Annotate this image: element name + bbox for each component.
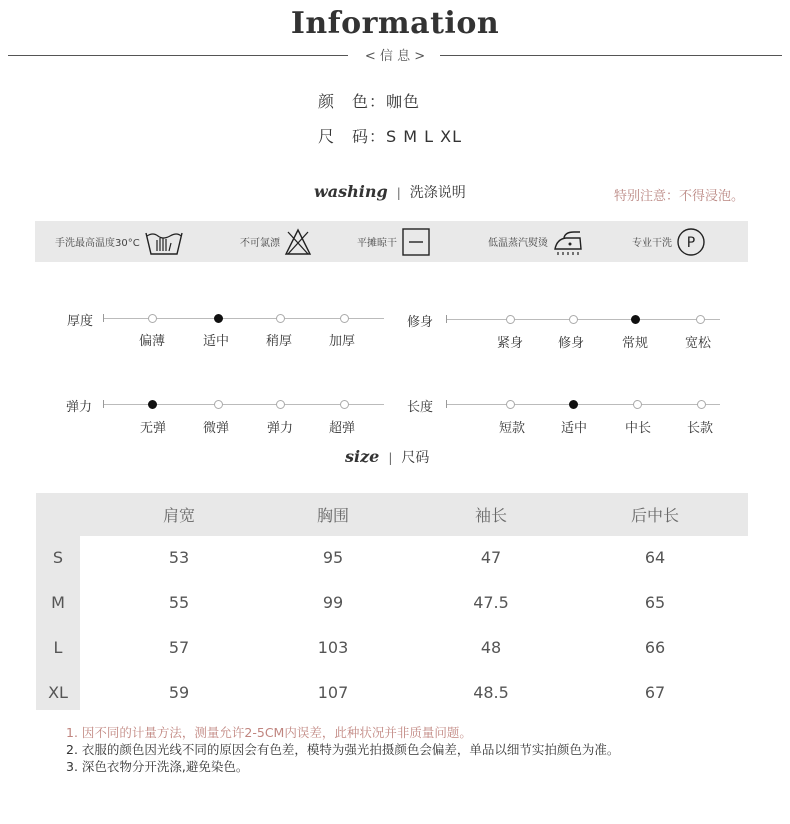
table-cell: 95 (322, 548, 344, 567)
care-item-dry-clean (632, 221, 706, 262)
option-dot-fit-0 (506, 315, 515, 324)
option-dot-elasticity-3 (340, 400, 349, 409)
option-dot-elasticity-2 (276, 400, 285, 409)
iron-low-steam-icon (552, 227, 584, 257)
color-value: 咖色 (386, 92, 421, 111)
option-label: 偏薄 (138, 334, 165, 349)
attr-label-thickness: 厚度 (67, 314, 94, 329)
option-label: 适中 (202, 334, 229, 349)
option-label: 弹力 (266, 421, 293, 436)
table-cell: 107 (317, 683, 349, 702)
option-dot-thickness-3 (340, 314, 349, 323)
option-dot-length-3 (697, 400, 706, 409)
option-label: 常规 (621, 336, 648, 351)
option-dot-elasticity-0-selected (148, 400, 157, 409)
care-item-hand-wash (55, 221, 184, 262)
hand-wash-icon (144, 227, 184, 257)
table-row-size-label: XL (48, 683, 68, 702)
size-row (318, 124, 462, 147)
option-dot-thickness-1-selected (214, 314, 223, 323)
table-cell: 57 (168, 638, 190, 657)
table-cell: 59 (168, 683, 190, 702)
option-dot-length-1-selected (569, 400, 578, 409)
option-label: 长款 (686, 421, 713, 436)
option-label: 宽松 (684, 336, 711, 351)
option-label: 紧身 (496, 336, 523, 351)
page-subtitle: < 信 息 > (364, 49, 426, 64)
size-value: S M L XL (386, 127, 463, 146)
option-dot-thickness-2 (276, 314, 285, 323)
scale-line-length (446, 404, 720, 405)
scale-tick (103, 400, 104, 408)
dry-clean-glyph: P (686, 234, 696, 251)
option-label: 中长 (624, 421, 651, 436)
care-label: 不可氯漂 (240, 238, 280, 249)
table-row-size-label: L (53, 638, 63, 657)
attr-label-elasticity: 弹力 (66, 400, 93, 415)
note-washing: 3. 深色衣物分开洗涤,避免染色。 (66, 759, 249, 774)
washing-heading-cn: 洗涤说明 (409, 185, 466, 201)
option-dot-length-0 (506, 400, 515, 409)
option-dot-fit-2-selected (631, 315, 640, 324)
color-label: 颜 色： (318, 92, 387, 111)
table-header-cell: 胸围 (316, 506, 349, 525)
note-color: 2. 衣服的颜色因光线不同的原因会有色差，模特为强光拍摄颜色会偏差，单品以细节实拍颜色为准。 (66, 742, 620, 757)
no-bleach-icon (284, 228, 312, 256)
note-measurement: 1. 因不同的计量方法，测量允许2-5CM内误差，此种状况并非质量问题。 (66, 725, 472, 740)
option-dot-elasticity-1 (214, 400, 223, 409)
table-cell: 47.5 (473, 593, 509, 612)
option-dot-length-2 (633, 400, 642, 409)
dry-flat-icon (401, 227, 431, 257)
size-heading-en: size (345, 447, 380, 466)
table-row-size-label: M (51, 593, 65, 612)
header-divider-right (440, 55, 782, 56)
option-label: 加厚 (328, 334, 355, 349)
size-heading (345, 447, 429, 467)
washing-heading-sep: | (396, 186, 401, 200)
care-item-no-bleach (240, 221, 312, 262)
care-label: 平摊晾干 (357, 238, 397, 249)
option-dot-fit-3 (696, 315, 705, 324)
table-cell: 53 (168, 548, 190, 567)
color-row (318, 89, 420, 112)
table-cell: 67 (644, 683, 666, 702)
scale-tick (446, 315, 447, 323)
option-dot-thickness-0 (148, 314, 157, 323)
option-label: 适中 (560, 421, 587, 436)
size-heading-sep: | (388, 451, 393, 465)
option-label: 修身 (557, 336, 584, 351)
dry-clean-p-icon (676, 227, 706, 257)
table-header-cell: 后中长 (630, 506, 679, 525)
scale-line-fit (446, 319, 720, 320)
care-item-dry-flat (357, 221, 431, 262)
table-cell: 55 (168, 593, 190, 612)
table-cell: 65 (644, 593, 666, 612)
option-label: 微弹 (202, 421, 229, 436)
size-heading-cn: 尺码 (401, 450, 430, 466)
table-cell: 103 (317, 638, 349, 657)
washing-heading-en: washing (314, 182, 388, 201)
table-cell: 48.5 (473, 683, 509, 702)
care-label: 低温蒸汽熨烫 (488, 238, 548, 249)
table-cell: 99 (322, 593, 344, 612)
scale-tick (103, 314, 104, 322)
option-label: 超弹 (328, 421, 355, 436)
option-label: 稍厚 (265, 334, 292, 349)
option-dot-fit-1 (569, 315, 578, 324)
washing-heading (314, 182, 466, 202)
care-item-iron (488, 221, 584, 262)
care-label: 手洗最高温度30°C (55, 238, 140, 249)
attr-label-length: 长度 (407, 400, 434, 415)
attr-label-fit: 修身 (407, 315, 434, 330)
table-cell: 47 (480, 548, 502, 567)
table-cell: 64 (644, 548, 666, 567)
table-header-cell: 肩宽 (162, 506, 195, 525)
care-label: 专业干洗 (632, 238, 672, 249)
page-title: Information (290, 6, 500, 41)
table-cell: 48 (480, 638, 502, 657)
table-cell: 66 (644, 638, 666, 657)
table-row-size-label: S (52, 548, 64, 567)
washing-notice: 特别注意：不得浸泡。 (614, 189, 745, 204)
table-header-cell: 袖长 (474, 506, 507, 525)
size-label: 尺 码： (318, 127, 387, 146)
option-label: 无弹 (139, 421, 166, 436)
option-label: 短款 (498, 421, 525, 436)
scale-tick (446, 400, 447, 408)
header-divider-left (8, 55, 348, 56)
care-instructions-bar (35, 221, 748, 262)
